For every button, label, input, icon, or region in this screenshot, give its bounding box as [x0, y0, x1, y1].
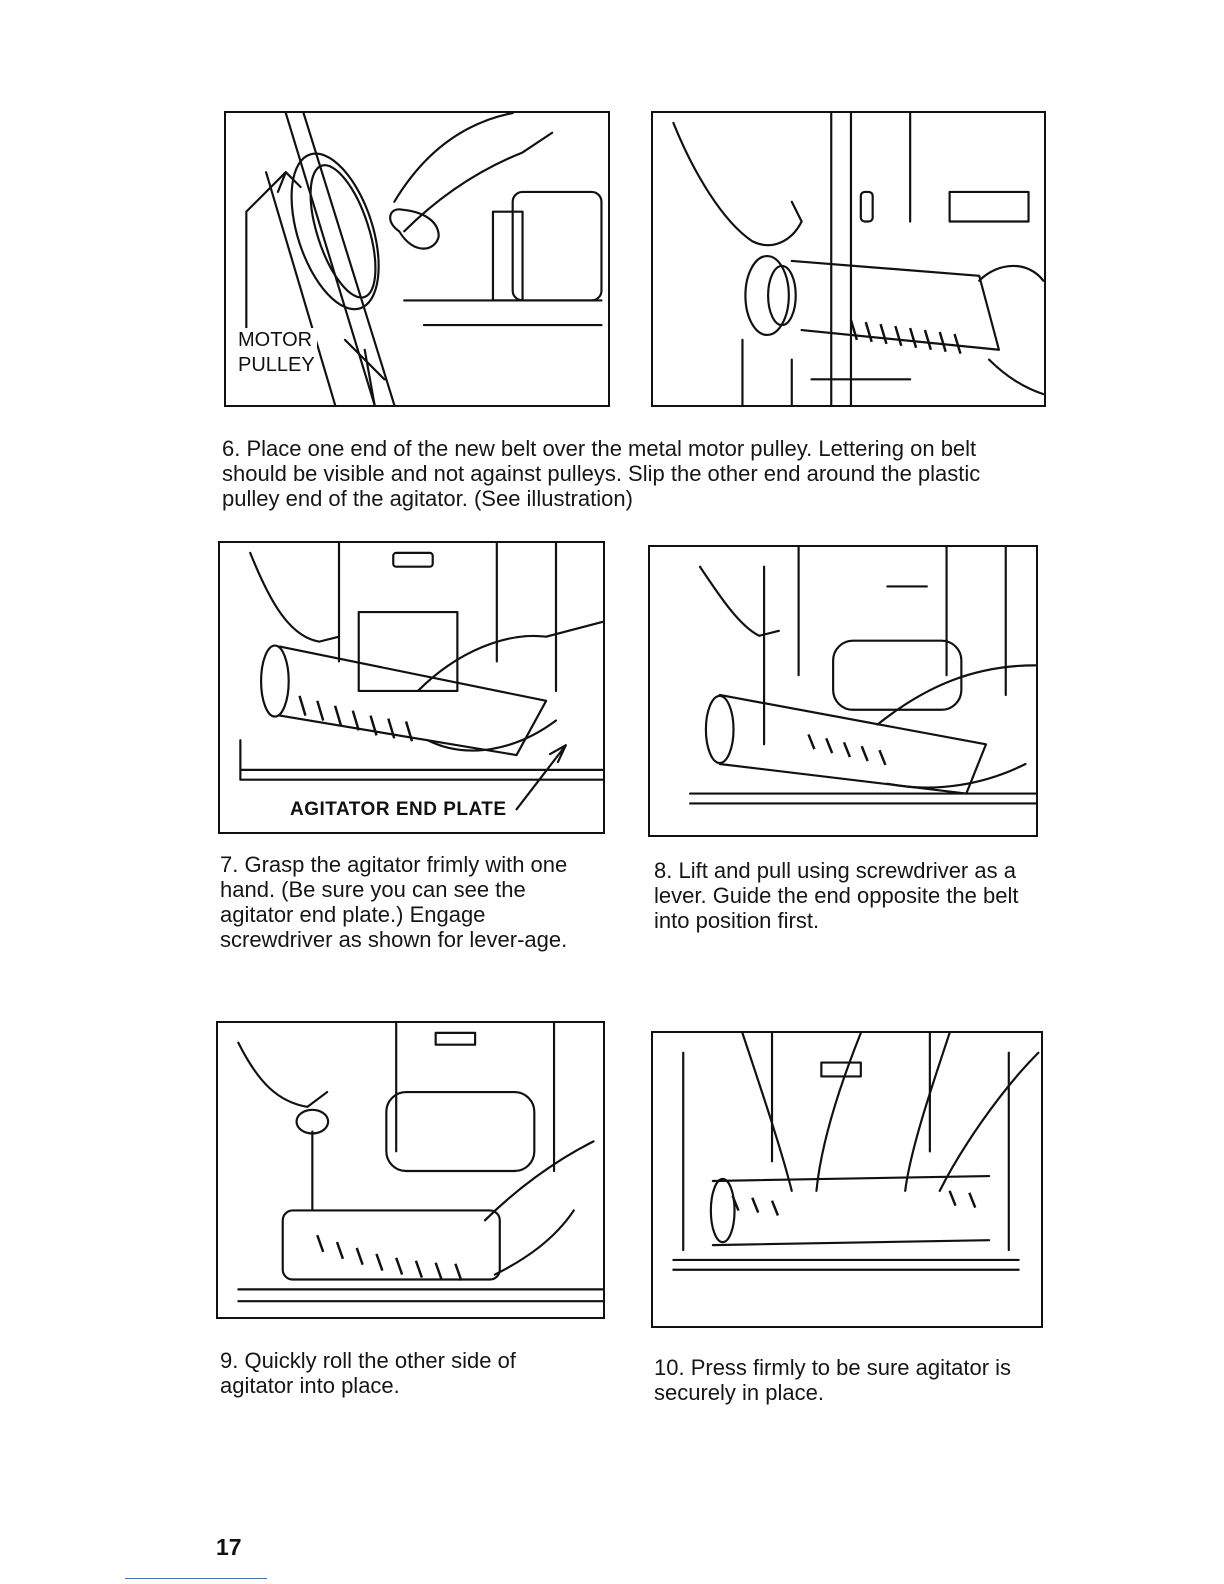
screwdriver-lever-illustration — [650, 547, 1036, 835]
agitator-bristles — [808, 734, 885, 765]
figure-motor-pulley — [224, 111, 610, 407]
figure-screwdriver-lever — [648, 545, 1038, 837]
agitator-end-plate-illustration — [220, 543, 603, 832]
step-10-text: 10. Press firmly to be sure agitator is securely in place. — [654, 1355, 1012, 1405]
roll-agitator-illustration — [218, 1023, 603, 1317]
page-number: 17 — [216, 1534, 242, 1560]
step-7-text: 7. Grasp the agitator frimly with one hand. (Be sure you can see the agitator end plate.) Engage screwdriver as shown for lever-age. — [220, 852, 568, 952]
motor-pulley-label-line1: MOTOR — [238, 329, 313, 351]
agitator-end-plate-label: AGITATOR END PLATE — [290, 799, 507, 820]
belt-agitator-illustration — [653, 113, 1044, 405]
motor-pulley-label — [236, 328, 317, 378]
figure-agitator-end-plate — [218, 541, 605, 834]
agitator-bristles — [733, 1191, 976, 1216]
figure-roll-agitator — [216, 1021, 605, 1319]
figure-press-agitator — [651, 1031, 1043, 1328]
step-6-text: 6. Place one end of the new belt over the metal motor pulley. Lettering on belt should be visible and not against pulleys. Slip the other end around the plastic pulley end of the agitator. (See illustration) — [222, 436, 981, 511]
step-9-text: 9. Quickly roll the other side of agitator into place. — [220, 1348, 516, 1398]
motor-pulley-label-line2: PULLEY — [238, 354, 315, 376]
figure-belt-agitator — [651, 111, 1046, 407]
press-agitator-illustration — [653, 1033, 1041, 1326]
footer-rule — [125, 1578, 267, 1579]
agitator-bristles — [317, 1235, 461, 1280]
step-8-text: 8. Lift and pull using screwdriver as a lever. Guide the end opposite the belt into position first. — [654, 858, 1019, 933]
